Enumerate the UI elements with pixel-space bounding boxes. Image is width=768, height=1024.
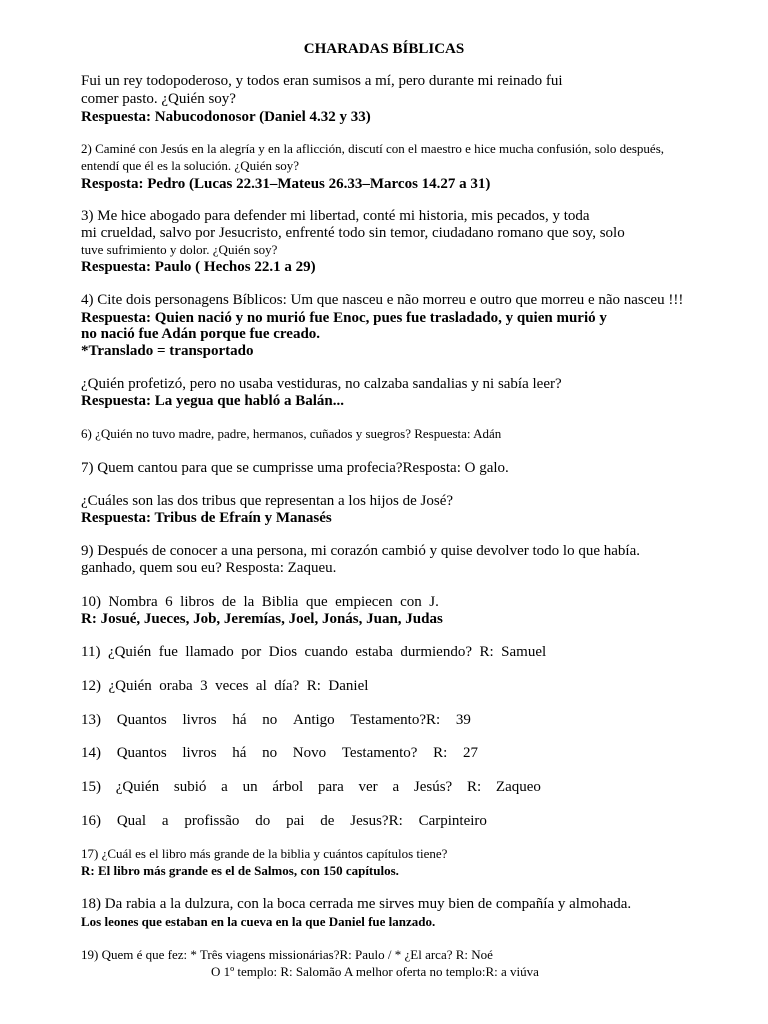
q15-word: 15) [81, 779, 101, 795]
q16-word: 16) [81, 813, 101, 829]
q15-word: R: [466, 779, 482, 795]
q17-line-1: 17) ¿Cuál es el libro más grande de la biblia y cuántos capítulos tiene? [81, 846, 448, 861]
q15-word: árbol [272, 779, 304, 795]
q14-line [81, 744, 478, 762]
q15-word: para [317, 779, 344, 795]
q5-line-1: ¿Quién profetizó, pero no usaba vestiduras, no calzaba sandalias y ni sabía leer? [81, 376, 562, 392]
q13-word: 13) [81, 712, 101, 728]
q18-answer: Los leones que estaban en la cueva en la que Daniel fue lanzado. [81, 914, 436, 929]
q19-line-1: 19) Quem é que fez: * Três viagens missionárias?R: Paulo / * ¿El arca? R: Noé [81, 947, 493, 962]
q17-answer: R: El libro más grande es el de Salmos, con 150 capítulos. [81, 863, 399, 878]
q9-line-1: 9) Después de conocer a una persona, mi corazón cambió y quise devolver todo lo que había. [81, 543, 640, 559]
q3-answer: Respuesta: Paulo ( Hechos 22.1 a 29) [81, 259, 316, 275]
q16-word: Qual [116, 813, 147, 829]
q13-line [81, 711, 471, 729]
q14-word: R: [433, 745, 448, 761]
q15-word: ¿Quién [115, 779, 160, 795]
q2-line-1: 2) Caminé con Jesús en la alegría y en la aflicción, discutí con el maestro e hice mucha confusión, solo después, [81, 141, 665, 156]
q16-word: do [255, 813, 271, 829]
q15-word: subió [173, 779, 207, 795]
q13-word: 39 [455, 712, 471, 728]
q3-line-1: 3) Me hice abogado para defender mi libertad, conté mi historia, mis pecados, y toda [81, 208, 590, 224]
q13-word: Quantos [116, 712, 167, 728]
q9-line-2: ganhado, quem sou eu? Resposta: Zaqueu. [81, 560, 337, 576]
q4-line-1: 4) Cite dois personagens Bíblicos: Um que nasceu e não morreu e outro que morreu e não nasceu !!! [81, 292, 684, 308]
q10-line-1: 10) Nombra 6 libros de la Biblia que empiecen con J. [81, 594, 439, 610]
q2-answer: Resposta: Pedro (Lucas 22.31–Mateus 26.33–Marcos 14.27 a 31) [81, 176, 491, 192]
q1-answer: Respuesta: Nabucodonosor (Daniel 4.32 y 33) [81, 109, 371, 125]
q4-answer-1: Respuesta: Quien nació y no murió fue Enoc, pues fue trasladado, y quien murió y [81, 310, 607, 326]
q18-line-1: 18) Da rabia a la dulzura, con la boca cerrada me sirves muy bien de compañía y almohada. [81, 896, 632, 912]
q16-word: Carpinteiro [418, 813, 487, 829]
q19-line-2: O 1º templo: R: Salomão A melhor oferta no templo:R: a viúva [211, 964, 539, 979]
q13-word: há [232, 712, 247, 728]
q1-line-1: Fui un rey todopoderoso, y todos eran sumisos a mí, pero durante mi reinado fui [81, 73, 563, 89]
q16-word: a [161, 813, 169, 829]
q14-word: 14) [81, 745, 101, 761]
q13-word: Testamento?R: [350, 712, 441, 728]
q16-word: pai [286, 813, 305, 829]
q14-word: 27 [462, 745, 478, 761]
q14-word: livros [182, 745, 217, 761]
q13-word: no [262, 712, 278, 728]
q14-word: Testamento? [341, 745, 418, 761]
q7-line: 7) Quem cantou para que se cumprisse uma profecia?Resposta: O galo. [81, 460, 509, 476]
q15-word: Zaqueo [495, 779, 541, 795]
q15-word: Jesús? [413, 779, 453, 795]
q10-answer: R: Josué, Jueces, Job, Jeremías, Joel, Jonás, Juan, Judas [81, 611, 443, 627]
q6-line: 6) ¿Quién no tuvo madre, padre, hermanos, cuñados y suegros? Respuesta: Adán [81, 426, 502, 441]
q15-word: ver [358, 779, 378, 795]
q14-word: Quantos [116, 745, 167, 761]
q4-answer-3: *Translado = transportado [81, 343, 254, 359]
q12-line: 12) ¿Quién oraba 3 veces al día? R: Daniel [81, 678, 369, 694]
q14-word: há [232, 745, 247, 761]
q8-line-1: ¿Cuáles son las dos tribus que representan a los hijos de José? [81, 493, 454, 509]
q3-line-3: tuve sufrimiento y dolor. ¿Quién soy? [81, 242, 278, 257]
q15-line [81, 778, 541, 796]
q16-word: de [320, 813, 335, 829]
q1-line-2: comer pasto. ¿Quién soy? [81, 91, 236, 107]
q13-word: Antigo [293, 712, 335, 728]
q11-line: 11) ¿Quién fue llamado por Dios cuando estaba durmiendo? R: Samuel [81, 644, 547, 660]
page-title: CHARADAS BÍBLICAS [303, 41, 465, 57]
q16-line [81, 812, 487, 830]
q15-word: a [221, 779, 228, 795]
q16-word: Jesus?R: [350, 813, 403, 829]
q3-line-2: mi crueldad, salvo por Jesucristo, enfrenté todo sin temor, ciudadano romano que soy, solo [81, 225, 625, 241]
q2-line-2: entendí que él es la solución. ¿Quién soy? [81, 158, 300, 173]
q5-answer: Respuesta: La yegua que habló a Balán... [81, 393, 344, 409]
q14-word: Novo [292, 745, 327, 761]
q14-word: no [262, 745, 278, 761]
q13-word: livros [182, 712, 217, 728]
q15-word: a [392, 779, 400, 795]
q15-word: un [242, 779, 258, 795]
q16-word: profissão [184, 813, 240, 829]
q4-answer-2: no nació fue Adán porque fue creado. [81, 326, 321, 342]
q8-answer: Respuesta: Tribus de Efraín y Manasés [81, 510, 332, 526]
